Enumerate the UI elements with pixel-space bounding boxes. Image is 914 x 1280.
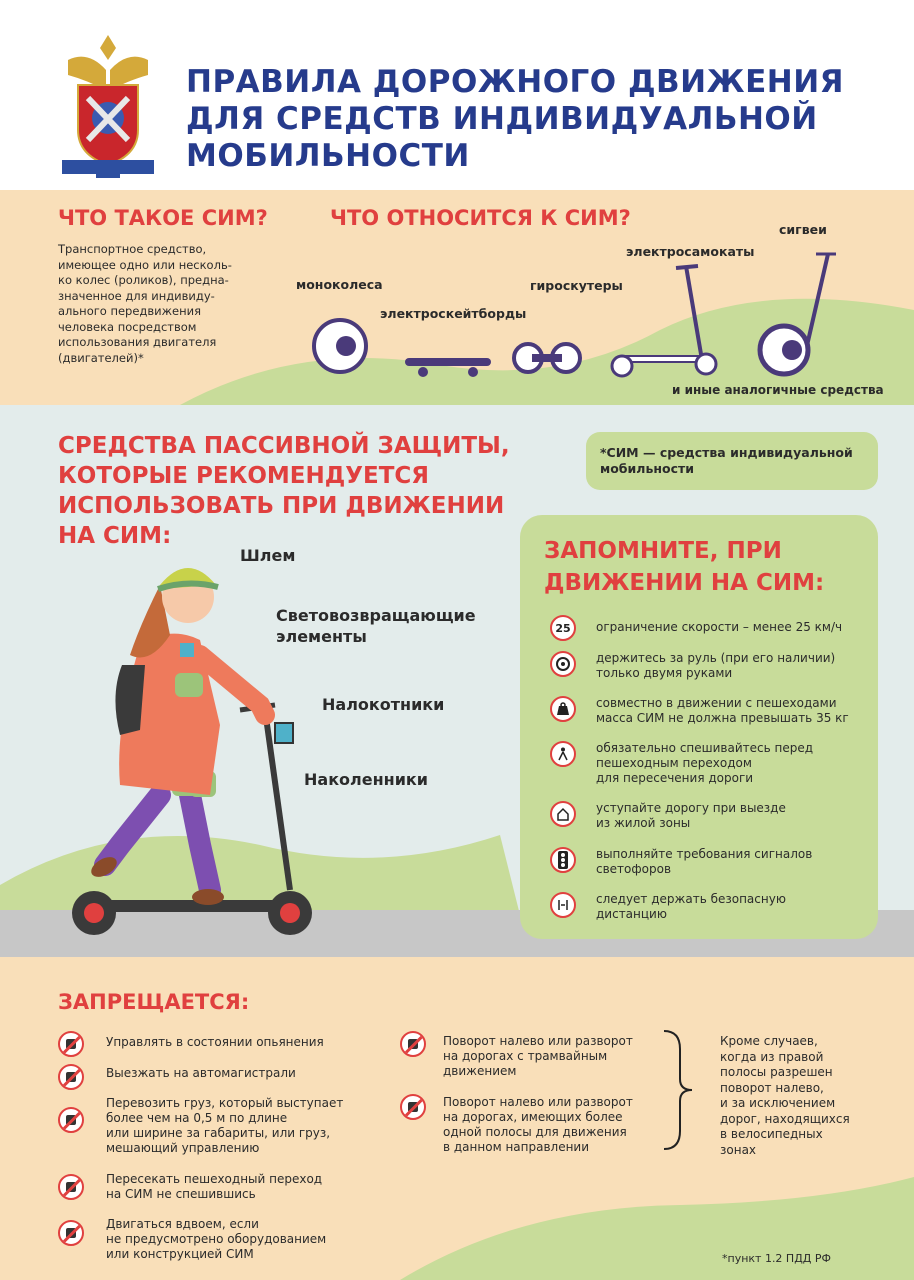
ban-line: Поворот налево или разворот [443, 1095, 633, 1109]
rule-item [550, 651, 856, 681]
prohibited-heading: ЗАПРЕЩАЕТСЯ: [58, 990, 250, 1014]
weight-icon [550, 696, 576, 722]
rule-item [550, 801, 856, 831]
rule-text: следует держать безопасную [596, 892, 786, 906]
ban-line: Управлять в состоянии опьянения [106, 1035, 324, 1049]
what-is-line: значенное для индивиду- [58, 288, 215, 303]
what-is-line: ко колес (роликов), предна- [58, 273, 229, 287]
others-label: и иные аналогичные средства [672, 383, 884, 397]
protection-heading-line: НА СИМ: [58, 523, 172, 549]
what-is-text [58, 242, 278, 366]
page-title [186, 64, 844, 175]
protection-section [0, 405, 914, 957]
rule-text: ограничение скорости – менее 25 км/ч [596, 620, 843, 634]
gyroscooters-label: гироскутеры [530, 278, 623, 293]
brace-icon [660, 1029, 696, 1151]
header [0, 0, 914, 190]
ban-line: Перевозить груз, который выступает [106, 1096, 344, 1110]
what-is-line: имеющее одно или несколь- [58, 257, 232, 272]
eskateboard-icon [403, 354, 493, 378]
what-is-line: Транспортное средство, [58, 242, 207, 256]
ban-line: более чем на 0,5 м по длине [106, 1111, 288, 1125]
reflective-line: Световозвращающие [276, 606, 476, 625]
exception-line: Кроме случаев, [720, 1034, 818, 1048]
no-passenger-icon [58, 1220, 84, 1246]
prohibited-section [0, 957, 914, 1280]
exception-line: дорог, находящихся [720, 1111, 850, 1126]
protection-heading [58, 431, 510, 551]
what-is-line: ального передвижения [58, 304, 201, 318]
helmet-label: Шлем [240, 546, 296, 565]
rule-text: совместно в движении с пешеходами [596, 696, 837, 710]
ban-line: не предусмотрено оборудованием [106, 1232, 327, 1246]
ban-line: Пересекать пешеходный переход [106, 1172, 323, 1186]
protection-heading-line: КОТОРЫЕ РЕКОМЕНДУЕТСЯ [58, 463, 429, 489]
exception-line: полосы разрешен [720, 1065, 833, 1079]
ban-line: мешающий управлению [106, 1141, 260, 1155]
ban-text [443, 1034, 633, 1079]
scooter-rider-illustration [60, 545, 320, 945]
rule-item [550, 741, 856, 786]
ban-line: или ширине за габариты, или груз, [106, 1126, 331, 1140]
eskateboards-label: электроскейтборды [380, 306, 527, 321]
escooter-icon [606, 262, 726, 378]
no-riding-crossing-icon [58, 1174, 84, 1200]
rule-text: светофоров [596, 862, 672, 876]
ban-line: Двигаться вдвоем, если [106, 1217, 259, 1231]
rule-text: выполняйте требования сигналов [596, 847, 813, 861]
footnote: *пункт 1.2 ПДД РФ [722, 1252, 831, 1265]
ban-text [106, 1066, 296, 1081]
monowheels-label: моноколеса [296, 277, 383, 292]
ban-text [106, 1172, 322, 1202]
what-is-line: использования двигателя [58, 335, 217, 349]
rule-item [550, 892, 856, 922]
rule-text: дистанцию [596, 907, 667, 921]
knee-pads-label: Наколенники [304, 770, 428, 789]
protection-heading-line: ИСПОЛЬЗОВАТЬ ПРИ ДВИЖЕНИИ [58, 493, 505, 519]
segway-icon [756, 246, 836, 378]
ban-text [106, 1035, 324, 1050]
ban-line: Поворот налево или разворот [443, 1034, 633, 1048]
exception-line: в велосипедных [720, 1127, 823, 1141]
remember-heading-line: ДВИЖЕНИИ НА СИМ: [544, 570, 825, 596]
rule-item [550, 847, 856, 877]
police-emblem-icon [58, 30, 158, 180]
rule-text: уступайте дорогу при выезде [596, 801, 786, 815]
ban-line: на СИМ не спешившись [106, 1187, 256, 1201]
exception-line: поворот налево, [720, 1080, 824, 1095]
what-belongs-heading: ЧТО ОТНОСИТСЯ К СИМ? [330, 206, 631, 230]
speed-limit-icon: 25 [550, 615, 576, 641]
no-left-turn-multilane-icon [400, 1094, 426, 1120]
ban-text [106, 1217, 326, 1262]
ban-line: на дорогах, имеющих более [443, 1110, 623, 1124]
rule-text: держитесь за руль (при его наличии) [596, 651, 836, 665]
elbow-pads-label: Налокотники [322, 695, 445, 714]
no-highway-icon [58, 1064, 84, 1090]
escooters-label: электросамокаты [626, 244, 755, 259]
residential-zone-icon [550, 801, 576, 827]
title-line-1: ПРАВИЛА ДОРОЖНОГО ДВИЖЕНИЯ [186, 64, 845, 100]
rule-text: обязательно спешивайтесь перед [596, 741, 814, 755]
no-alcohol-icon [58, 1031, 84, 1057]
remember-heading [544, 535, 824, 599]
rule-text: пешеходным переходом [596, 756, 752, 770]
rule-item [550, 615, 856, 641]
rule-text: масса СИМ не должна превышать 35 кг [596, 711, 849, 725]
ban-line: на дорогах с трамвайным [443, 1049, 608, 1063]
gyroscooter-icon [512, 340, 582, 376]
exception-line: когда из правой [720, 1049, 824, 1064]
exception-text [720, 1034, 850, 1158]
exception-line: и за исключением [720, 1096, 836, 1110]
ban-line: одной полосы для движения [443, 1125, 627, 1139]
definition-note-line: мобильности [600, 461, 694, 476]
protection-heading-line: СРЕДСТВА ПАССИВНОЙ ЗАЩИТЫ, [58, 433, 510, 459]
reflective-line: элементы [276, 627, 367, 646]
monowheel-icon [312, 318, 368, 374]
steering-wheel-icon [550, 651, 576, 677]
ban-line: движением [443, 1064, 517, 1078]
what-is-section [0, 190, 914, 405]
definition-note [586, 432, 878, 490]
remember-heading-line: ЗАПОМНИТЕ, ПРИ [544, 538, 782, 564]
ban-line: в данном направлении [443, 1140, 590, 1154]
title-line-2: ДЛЯ СРЕДСТВ ИНДИВИДУАЛЬНОЙ [186, 101, 818, 137]
no-cargo-icon [58, 1107, 84, 1133]
pedestrian-crossing-icon [550, 741, 576, 767]
traffic-light-icon [550, 847, 576, 873]
title-line-3: МОБИЛЬНОСТИ [186, 138, 470, 174]
rule-text: только двумя руками [596, 666, 733, 680]
ban-line: Выезжать на автомагистрали [106, 1066, 296, 1080]
what-is-heading: ЧТО ТАКОЕ СИМ? [58, 206, 268, 230]
no-left-turn-tram-icon [400, 1031, 426, 1057]
distance-icon [550, 892, 576, 918]
rule-item [550, 696, 856, 726]
what-is-line: (двигателей)* [58, 350, 144, 365]
what-is-line: человека посредством [58, 319, 197, 334]
ban-line: или конструкцией СИМ [106, 1247, 254, 1261]
ban-text [106, 1096, 343, 1156]
rule-text: для пересечения дороги [596, 771, 754, 785]
ban-text [443, 1095, 633, 1155]
definition-note-line: *СИМ — средства индивидуальной [600, 445, 853, 460]
rule-text: из жилой зоны [596, 816, 691, 830]
exception-line: зонах [720, 1142, 757, 1157]
segways-label: сигвеи [779, 222, 827, 237]
